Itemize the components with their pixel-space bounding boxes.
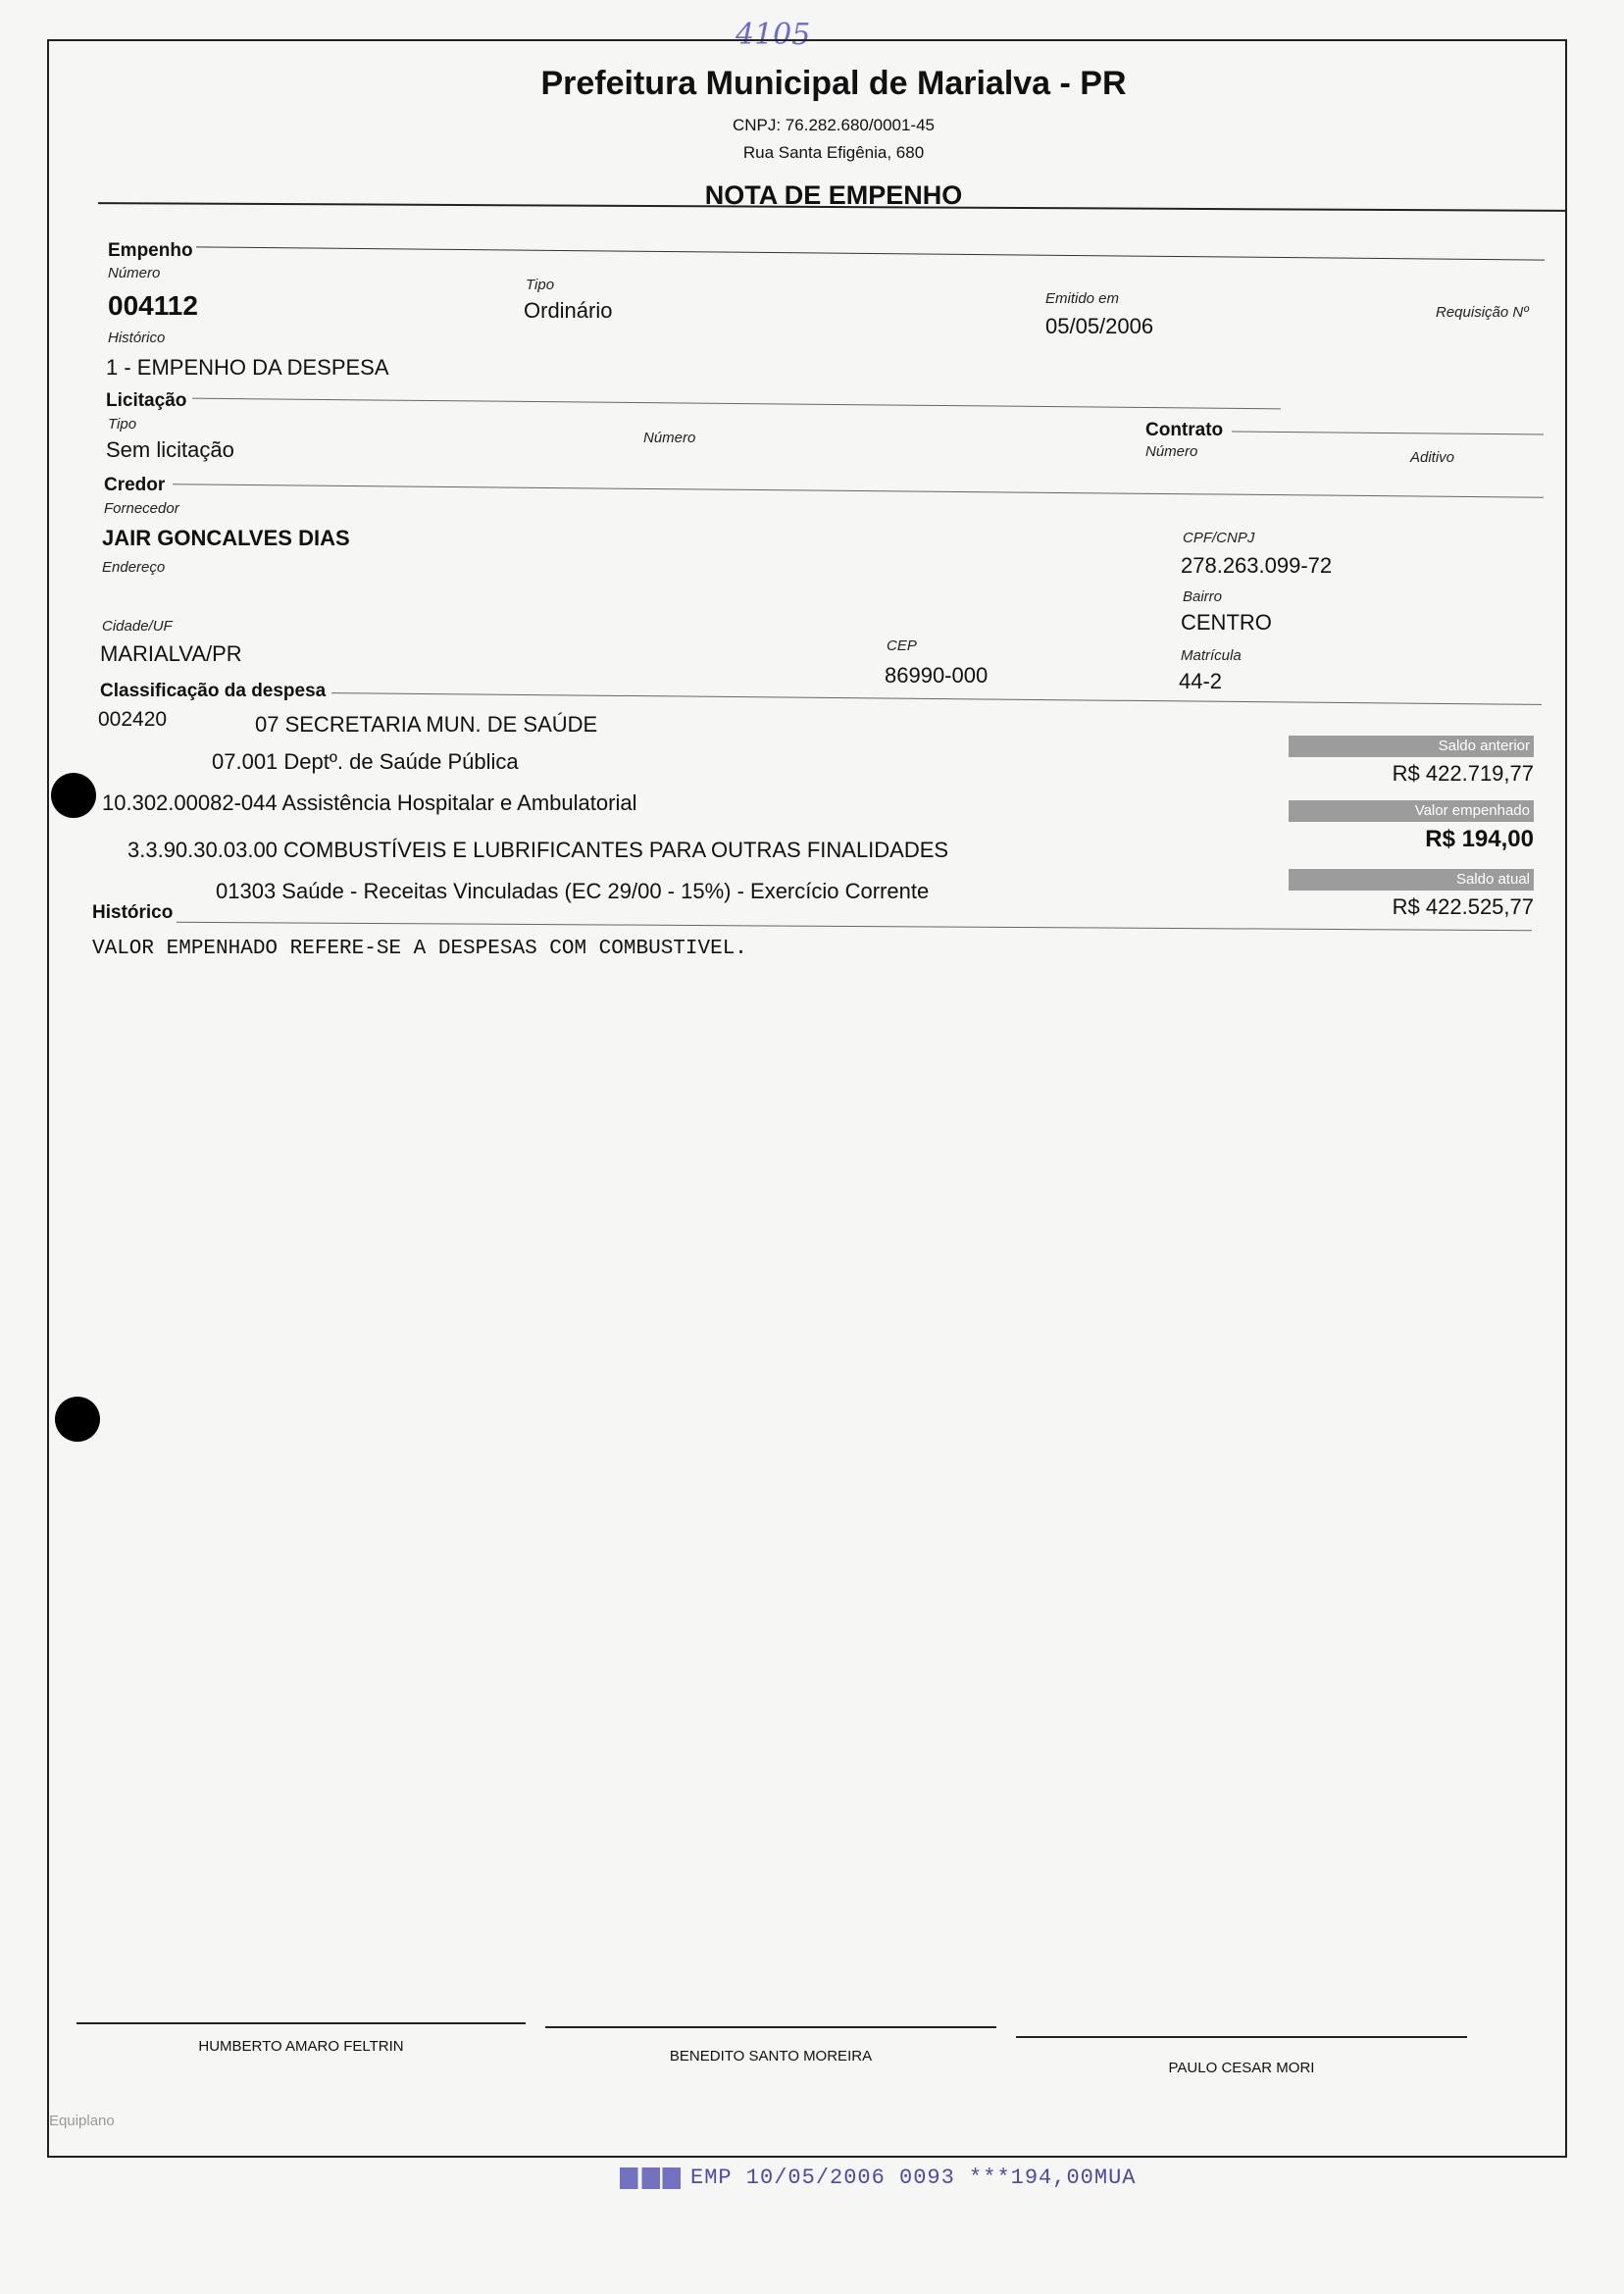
signature-name-3: PAULO CESAR MORI <box>1168 2060 1315 2076</box>
software-label: Equiplano <box>49 2113 115 2129</box>
licitacao-numero-label: Número <box>643 430 696 446</box>
licitacao-tipo-label: Tipo <box>108 416 137 433</box>
saldo-atual-label: Saldo atual <box>1289 869 1534 891</box>
empenho-historico-label: Histórico <box>108 330 166 346</box>
valor-empenhado-label: Valor empenhado <box>1289 800 1534 822</box>
empenho-numero-label: Número <box>108 265 161 281</box>
empenho-tipo: Ordinário <box>524 298 613 323</box>
valor-empenhado-value: R$ 194,00 <box>1425 826 1534 852</box>
cep-value: 86990-000 <box>885 663 989 688</box>
empenho-tipo-label: Tipo <box>526 277 555 293</box>
signature-name-2: BENEDITO SANTO MOREIRA <box>669 2048 873 2065</box>
handwritten-page-number: 4105 <box>736 18 811 52</box>
bairro-label: Bairro <box>1183 588 1223 605</box>
cidade-value: MARIALVA/PR <box>100 641 242 666</box>
saldo-anterior-label: Saldo anterior <box>1289 736 1534 757</box>
matricula-value: 44-2 <box>1179 669 1223 693</box>
cep-label: CEP <box>887 637 917 654</box>
classificacao-fonte: 01303 Saúde - Receitas Vinculadas (EC 29/00 - 15%) - Exercício Corrente <box>216 879 930 903</box>
cidade-label: Cidade/UF <box>102 618 173 635</box>
classificacao-secretaria: 07 SECRETARIA MUN. DE SAÚDE <box>255 712 598 737</box>
contrato-numero-label: Número <box>1145 443 1198 460</box>
document-type: NOTA DE EMPENHO <box>704 180 963 210</box>
cnpj: CNPJ: 76.282.680/0001-45 <box>732 116 936 134</box>
fornecedor-label: Fornecedor <box>104 500 179 517</box>
saldo-anterior-value: R$ 422.719,77 <box>1392 761 1534 786</box>
page-title: Prefeitura Municipal de Marialva - PR <box>540 65 1127 102</box>
licitacao-section-title: Licitação <box>106 390 187 411</box>
classificacao-departamento: 07.001 Deptº. de Saúde Pública <box>212 749 519 774</box>
classificacao-funcional: 10.302.00082-044 Assistência Hospitalar e Ambulatorial <box>102 790 637 815</box>
credor-section-title: Credor <box>104 475 166 495</box>
stamp-logo-icon <box>620 2167 681 2189</box>
endereco-label: Endereço <box>102 559 166 576</box>
empenho-section-title: Empenho <box>108 240 193 261</box>
empenho-numero: 004112 <box>108 290 198 321</box>
signature-name-1: HUMBERTO AMARO FELTRIN <box>198 2038 404 2055</box>
contrato-aditivo-label: Aditivo <box>1410 449 1455 466</box>
protocol-stamp <box>620 2166 1136 2190</box>
classificacao-section-title: Classificação da despesa <box>100 681 327 701</box>
saldo-atual-value: R$ 422.525,77 <box>1392 894 1534 919</box>
signature-line-3 <box>1016 2036 1467 2038</box>
requisicao-label: Requisição Nº <box>1436 304 1529 321</box>
cpf-label: CPF/CNPJ <box>1183 530 1255 546</box>
matricula-label: Matrícula <box>1181 647 1242 664</box>
signature-line-2 <box>545 2026 996 2028</box>
classificacao-codigo: 002420 <box>98 708 168 731</box>
bairro-value: CENTRO <box>1181 610 1272 635</box>
cpf-value: 278.263.099-72 <box>1181 553 1333 578</box>
empenho-historico: 1 - EMPENHO DA DESPESA <box>106 355 389 380</box>
classificacao-elemento: 3.3.90.30.03.00 COMBUSTÍVEIS E LUBRIFICANTES PARA OUTRAS FINALIDADES <box>127 838 949 862</box>
historico-text: VALOR EMPENHADO REFERE-SE A DESPESAS COM COMBUSTIVEL. <box>92 938 747 960</box>
historico-section-title: Histórico <box>92 902 174 923</box>
protocol-stamp-text: EMP 10/05/2006 0093 ***194,00MUA <box>690 2166 1137 2190</box>
licitacao-tipo: Sem licitação <box>106 437 234 462</box>
emitido-label: Emitido em <box>1045 290 1120 307</box>
signature-line-1 <box>76 2022 526 2024</box>
fornecedor-name: JAIR GONCALVES DIAS <box>102 526 350 550</box>
emitido-date: 05/05/2006 <box>1045 314 1154 338</box>
address: Rua Santa Efigênia, 680 <box>742 143 925 162</box>
contrato-section-title: Contrato <box>1145 420 1224 440</box>
